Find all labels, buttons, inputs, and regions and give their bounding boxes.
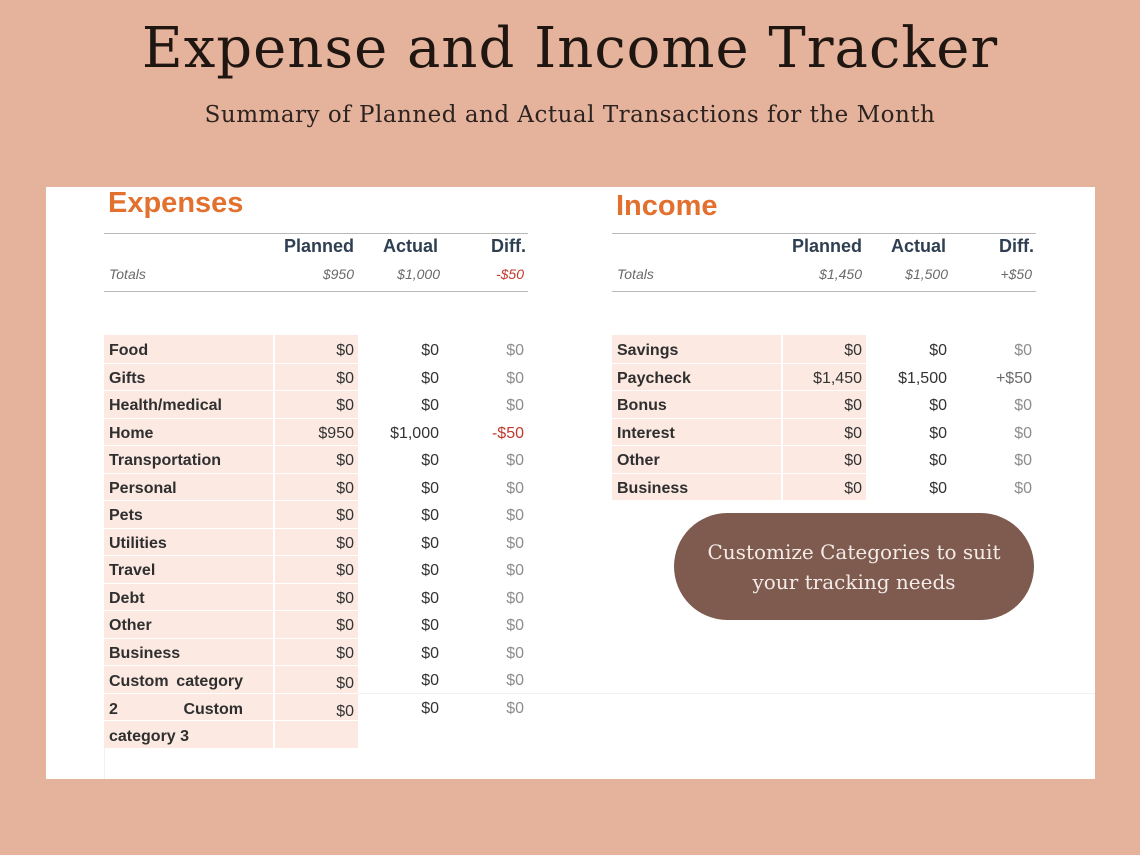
row-label: Transportation	[109, 452, 222, 469]
header-rule	[612, 233, 1036, 234]
totals-diff: +$50	[1000, 266, 1032, 282]
diff-value: -$50	[491, 424, 524, 442]
diff-value: $0	[506, 699, 524, 717]
diff-value: $0	[506, 617, 524, 634]
actual-value: $1,000	[390, 424, 439, 442]
row-separator	[104, 445, 358, 446]
diff-value: $0	[1014, 424, 1032, 442]
row-separator	[104, 638, 358, 639]
totals-label: Totals	[109, 266, 146, 282]
row-label: Personal	[109, 479, 177, 497]
actual-value: $0	[421, 534, 439, 552]
diff-value: $0	[506, 452, 524, 469]
row-label: Travel	[109, 562, 156, 579]
row-label: Home	[109, 424, 154, 442]
page-subtitle: Summary of Planned and Actual Transactions for the Month	[204, 102, 936, 128]
planned-value: $0	[336, 675, 354, 692]
planned-value: $0	[844, 342, 862, 359]
diff-value: $0	[1014, 342, 1032, 359]
row-label: Other	[617, 452, 660, 469]
planned-value: $0	[336, 589, 354, 607]
row-label: Utilities	[109, 534, 167, 552]
row-label: Business	[617, 479, 689, 497]
diff-value: $0	[506, 562, 524, 579]
planned-value: $0	[336, 479, 354, 497]
diff-value: $0	[506, 644, 524, 662]
diff-value: $0	[1014, 397, 1032, 414]
row-separator	[612, 390, 866, 391]
totals-label: Totals	[617, 266, 654, 282]
actual-value: $0	[421, 589, 439, 607]
actual-value: $1,500	[898, 369, 947, 387]
diff-value: $0	[1014, 479, 1032, 497]
expenses-table	[104, 233, 528, 745]
row-label: Savings	[617, 342, 679, 359]
row-separator	[104, 583, 358, 584]
row-separator	[612, 363, 866, 364]
actual-value: $0	[421, 617, 439, 634]
planned-value: $0	[844, 452, 862, 469]
planned-value: $0	[336, 534, 354, 552]
planned-value: $0	[844, 424, 862, 442]
planned-value: $0	[844, 397, 862, 414]
totals-rule	[612, 291, 1036, 292]
row-label: Health/medical	[109, 397, 222, 414]
actual-header: Actual	[890, 236, 946, 256]
page-title: Expense and Income Tracker	[141, 16, 999, 81]
row-label: Debt	[109, 589, 145, 607]
header-rule	[104, 233, 528, 234]
planned-value: $0	[336, 702, 354, 720]
customize-categories-callout: Customize Categories to suit your tracking needs	[674, 513, 1034, 620]
row-label: Gifts	[109, 369, 146, 387]
row-separator	[104, 363, 358, 364]
row-separator	[104, 418, 358, 419]
planned-value: $0	[336, 342, 354, 359]
actual-value: $0	[421, 369, 439, 387]
actual-value: $0	[929, 342, 947, 359]
row-label: Business	[109, 644, 181, 662]
row-label: Other	[109, 617, 152, 634]
diff-value: $0	[506, 589, 524, 607]
actual-value: $0	[421, 342, 439, 359]
diff-value: $0	[506, 479, 524, 497]
planned-value: $0	[336, 397, 354, 414]
planned-value: $0	[336, 644, 354, 662]
actual-value: $0	[929, 397, 947, 414]
planned-header: Planned	[791, 236, 862, 256]
actual-value: $0	[421, 397, 439, 414]
planned-value: $0	[336, 452, 354, 469]
totals-diff: -$50	[495, 266, 524, 282]
custom-category-labels: Custom category 2 Custom category 3	[109, 673, 243, 745]
planned-header: Planned	[283, 236, 354, 256]
totals-planned: $1,450	[819, 266, 862, 282]
diff-value: $0	[506, 342, 524, 359]
diff-header: Diff.	[999, 236, 1034, 256]
actual-header: Actual	[382, 236, 438, 256]
planned-value: $0	[336, 369, 354, 387]
actual-value: $0	[929, 424, 947, 442]
totals-actual: $1,000	[397, 266, 440, 282]
row-label: Pets	[109, 507, 143, 524]
row-separator	[104, 500, 358, 501]
diff-value: $0	[506, 672, 524, 689]
actual-value: $0	[421, 507, 439, 524]
planned-value: $0	[336, 562, 354, 579]
actual-value: $0	[929, 479, 947, 497]
row-separator	[104, 473, 358, 474]
diff-value: $0	[506, 534, 524, 552]
spreadsheet-panel	[46, 187, 1095, 779]
actual-value: $0	[421, 699, 439, 717]
totals-actual: $1,500	[905, 266, 948, 282]
income-title: Income	[616, 190, 718, 222]
row-separator	[104, 665, 358, 666]
row-separator	[104, 528, 358, 529]
diff-value: $0	[1014, 452, 1032, 469]
row-separator	[104, 610, 358, 611]
totals-planned: $950	[322, 266, 354, 282]
planned-value: $1,450	[813, 369, 862, 387]
diff-value: $0	[506, 507, 524, 524]
row-label: Paycheck	[617, 369, 691, 387]
row-label: Interest	[617, 424, 675, 442]
totals-rule	[104, 291, 528, 292]
row-label: Food	[109, 342, 149, 359]
actual-value: $0	[421, 562, 439, 579]
row-separator	[612, 445, 866, 446]
row-separator	[104, 555, 358, 556]
actual-value: $0	[421, 644, 439, 662]
diff-value: $0	[506, 397, 524, 414]
income-table	[612, 233, 1036, 497]
planned-value: $0	[844, 479, 862, 497]
row-label: Bonus	[617, 397, 667, 414]
diff-value: +$50	[995, 369, 1032, 387]
planned-value: $950	[318, 424, 354, 442]
diff-header: Diff.	[491, 236, 526, 256]
actual-value: $0	[929, 452, 947, 469]
diff-value: $0	[506, 369, 524, 387]
actual-value: $0	[421, 479, 439, 497]
row-separator	[104, 390, 358, 391]
actual-value: $0	[421, 672, 439, 689]
expenses-title: Expenses	[108, 187, 244, 219]
planned-value: $0	[336, 507, 354, 524]
planned-value: $0	[336, 617, 354, 634]
actual-value: $0	[421, 452, 439, 469]
row-separator	[612, 418, 866, 419]
row-separator	[612, 473, 866, 474]
